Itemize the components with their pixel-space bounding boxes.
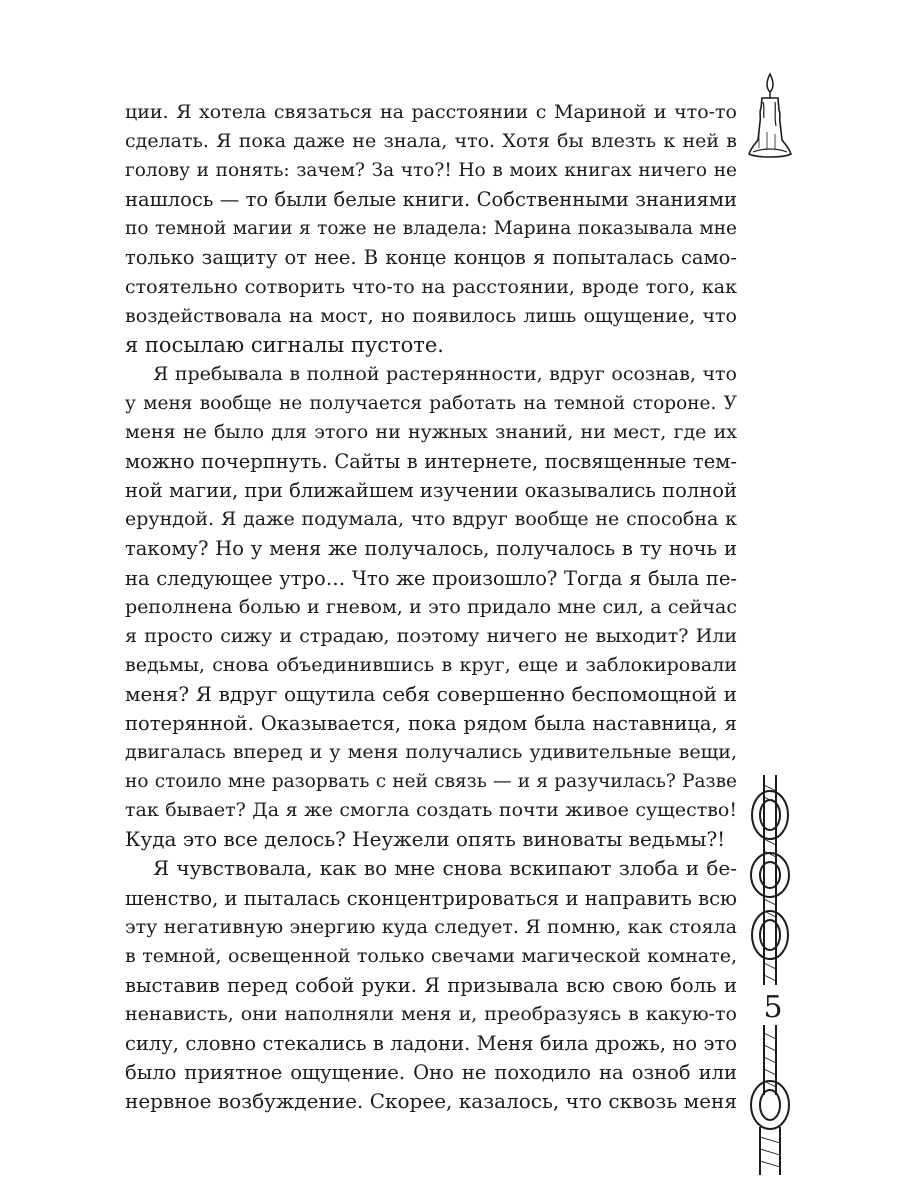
body-text <box>125 98 737 1116</box>
knotted-rope-illustration <box>740 775 800 1175</box>
text-line: голову и понять: зачем? За что?! Но в моих книгах ничего не <box>125 160 737 182</box>
text-line: ненависть, они наполняли меня и, преобразуясь в какую-то <box>125 1002 737 1025</box>
text-line: потерянной. Оказывается, пока рядом была наставница, я <box>125 711 737 735</box>
text-line: меня? Я вдруг ощутила себя совершенно беспомощной и <box>125 681 737 706</box>
text-line: шенство, и пыталась сконцентрироваться и направить всю <box>125 886 737 910</box>
text-line: только защиту от нее. В конце концов я попыталась само- <box>125 246 737 270</box>
text-line: эту негативную энергию куда следует. Я помню, как стояла <box>125 915 737 938</box>
text-line: воздействовала на мост, но появилось лишь ощущение, что <box>125 304 737 327</box>
text-line: нашлось — то были белые книги. Собственными знаниями <box>125 188 737 212</box>
text-line: стоятельно сотворить что-то на расстоянии, вроде того, как <box>125 275 737 298</box>
text-line: Я пребывала в полной растерянности, вдруг осознав, что <box>153 362 737 385</box>
text-line: Я чувствовала, как во мне снова вскипают злоба и бе- <box>153 856 737 881</box>
text-line: нервное возбуждение. Скорее, казалось, что сквозь меня <box>125 1089 737 1114</box>
text-line: на следующее утро… Что же произошло? Тогда я была пе- <box>125 566 737 590</box>
text-line: в темной, освещенной только свечами магической комнате, <box>125 944 737 967</box>
candle-illustration <box>745 70 795 165</box>
text-line: было приятное ощущение. Оно не походило на озноб или <box>125 1061 737 1085</box>
text-line: Куда это все делось? Неужели опять виноваты ведьмы?! <box>125 827 726 852</box>
text-line: силу, словно стекались в ладони. Меня била дрожь, но это <box>125 1032 737 1055</box>
page-number: 5 <box>763 990 783 1025</box>
text-line: ной магии, при ближайшем изучении оказывались полной <box>125 479 737 503</box>
text-line: ведьмы, снова объединившись в круг, еще и заблокировали <box>125 653 737 676</box>
text-line: сделать. Я пока даже не знала, что. Хотя бы влезть к ней в <box>125 130 737 153</box>
text-line: реполнена болью и гневом, и это придало мне сил, а сейчас <box>125 595 737 618</box>
text-line: двигалась вперед и у меня получались удивительные вещи, <box>125 741 737 764</box>
text-line: я просто сижу и страдаю, поэтому ничего не выходит? Или <box>125 624 737 647</box>
text-line: меня не было для этого ни нужных знаний, ни мест, где их <box>125 421 737 444</box>
text-line: выставив перед собой руки. Я призывала всю свою боль и <box>125 973 737 997</box>
text-line: но стоило мне разорвать с ней связь — и я разучилась? Разве <box>125 771 737 793</box>
text-line: такому? Но у меня же получалось, получалось в ту ночь и <box>125 537 737 561</box>
text-line: ерундой. Я даже подумала, что вдруг вообще не способна к <box>125 508 737 531</box>
text-line: у меня вообще не получается работать на темной стороне. У <box>125 392 737 414</box>
text-line: по темной магии я тоже не владела: Марина показывала мне <box>125 218 737 240</box>
text-line: ции. Я хотела связаться на расстоянии с Мариной и что-то <box>125 101 737 123</box>
text-line: можно почерпнуть. Сайты в интернете, посвященные тем- <box>125 450 737 474</box>
text-line: так бывает? Да я же смогла создать почти живое существо! <box>125 799 737 822</box>
text-line: я посылаю сигналы пустоте. <box>125 332 444 357</box>
